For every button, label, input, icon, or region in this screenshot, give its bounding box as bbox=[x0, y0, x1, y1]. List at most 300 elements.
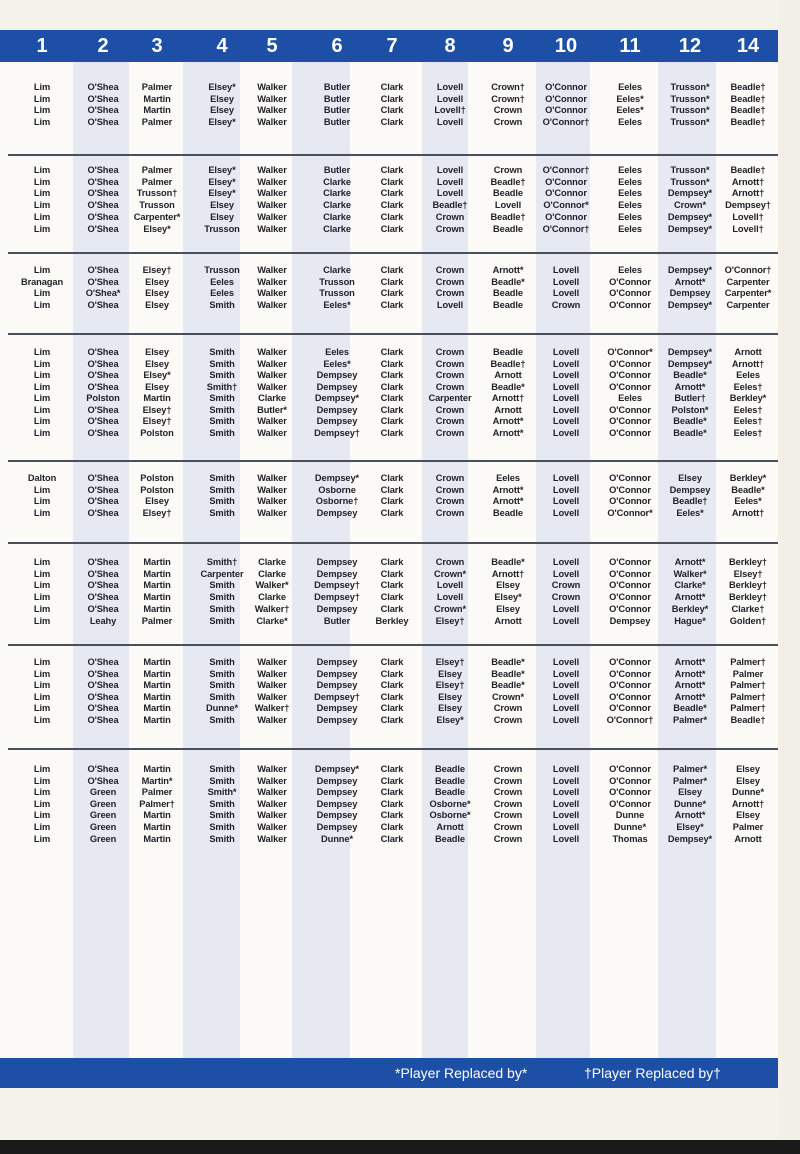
player-cell-col-4: Smith bbox=[209, 615, 235, 626]
player-cell-col-10: O'Connor† bbox=[542, 223, 590, 234]
player-cell-col-10: Crown bbox=[551, 592, 581, 603]
player-cell-col-14: Beadle† bbox=[730, 714, 766, 725]
player-cell-col-11: O'Connor bbox=[609, 276, 651, 287]
player-cell-col-7: Clark bbox=[380, 680, 404, 690]
player-cell-col-11: O'Connor bbox=[609, 691, 651, 702]
player-cell-col-2: O'Shea bbox=[87, 370, 119, 380]
player-cell-col-11: O'Connor bbox=[609, 288, 651, 298]
player-cell-col-6: Dempsey bbox=[316, 416, 358, 426]
player-cell-col-14: Clarke† bbox=[731, 603, 765, 614]
player-cell-col-12: Trusson* bbox=[670, 93, 710, 104]
player-cell-col-12: Elsey bbox=[678, 473, 702, 483]
player-cell-col-10: Lovell bbox=[552, 484, 580, 495]
player-cell-col-1: Lim bbox=[33, 288, 51, 298]
player-cell-col-6: Dempsey† bbox=[314, 592, 360, 603]
player-cell-col-6: Dempsey bbox=[316, 680, 358, 690]
player-cell-col-3: Elsey* bbox=[143, 370, 171, 380]
player-cell-col-4: Smith bbox=[209, 580, 235, 591]
player-cell-col-2: O'Shea bbox=[87, 484, 119, 495]
player-cell-col-10: Lovell bbox=[552, 810, 580, 821]
player-cell-col-8: Crown bbox=[435, 347, 465, 357]
player-cell-col-2: O'Shea bbox=[87, 404, 119, 415]
player-cell-col-14: Beadle† bbox=[730, 165, 766, 175]
player-cell-col-2: Green bbox=[89, 810, 117, 821]
player-cell-col-2: O'Shea bbox=[87, 416, 119, 426]
player-cell-col-4: Trusson bbox=[204, 265, 240, 275]
player-cell-col-1: Lim bbox=[33, 82, 51, 92]
player-cell-col-10: O'Connor bbox=[545, 93, 587, 104]
player-cell-col-7: Clark bbox=[380, 393, 404, 403]
player-cell-col-1: Lim bbox=[33, 404, 51, 415]
player-cell-col-2: O'Shea bbox=[87, 473, 119, 483]
column-header-1: 1 bbox=[36, 35, 48, 57]
player-cell-col-6: Clarke bbox=[323, 223, 351, 234]
player-cell-col-9: Arnott* bbox=[492, 416, 524, 426]
player-cell-col-11: O'Connor bbox=[609, 798, 651, 809]
player-cell-col-1: Lim bbox=[33, 176, 51, 187]
player-cell-col-7: Clark bbox=[380, 93, 404, 104]
player-cell-col-14: Elsey bbox=[736, 764, 760, 774]
player-cell-col-9: Arnott* bbox=[492, 265, 524, 275]
player-cell-col-12: Butler† bbox=[674, 393, 706, 403]
player-cell-col-5: Clarke bbox=[258, 393, 286, 403]
player-cell-col-11: Eeles bbox=[618, 223, 642, 234]
player-cell-col-1: Lim bbox=[33, 764, 51, 774]
player-cell-col-14: Beadle† bbox=[730, 105, 766, 115]
player-cell-col-12: Berkley* bbox=[671, 603, 709, 614]
player-cell-col-2: O'Shea bbox=[87, 188, 119, 199]
player-cell-col-9: Arnott* bbox=[492, 427, 524, 438]
player-cell-col-11: Eeles bbox=[618, 265, 642, 275]
player-cell-col-10: Lovell bbox=[552, 404, 580, 415]
player-cell-col-8: Crown bbox=[435, 223, 465, 234]
player-cell-col-8: Beadle† bbox=[432, 200, 468, 211]
player-cell-col-4: Smith bbox=[209, 691, 235, 702]
column-header-10: 10 bbox=[554, 35, 578, 57]
player-cell-col-10: Lovell bbox=[552, 508, 580, 519]
player-cell-col-5: Walker† bbox=[254, 703, 290, 713]
player-cell-col-8: Crown bbox=[435, 473, 465, 483]
player-cell-col-5: Walker bbox=[257, 288, 287, 298]
player-cell-col-11: O'Connor bbox=[609, 416, 651, 426]
player-cell-col-10: Lovell bbox=[552, 347, 580, 357]
player-cell-col-2: Green bbox=[89, 798, 117, 809]
player-cell-col-5: Walker bbox=[257, 680, 287, 690]
player-cell-col-11: O'Connor bbox=[609, 473, 651, 483]
player-cell-col-1: Lim bbox=[33, 691, 51, 702]
player-cell-col-7: Clark bbox=[380, 657, 404, 667]
player-cell-col-3: Martin bbox=[143, 833, 171, 844]
player-cell-col-1: Lim bbox=[33, 810, 51, 821]
player-cell-col-4: Smith bbox=[209, 508, 235, 519]
player-cell-col-11: Dempsey bbox=[609, 615, 651, 626]
player-cell-col-12: Arnott* bbox=[674, 592, 706, 603]
player-cell-col-11: O'Connor bbox=[609, 484, 651, 495]
player-cell-col-11: Dunne bbox=[615, 810, 645, 821]
player-cell-col-2: O'Shea bbox=[87, 299, 119, 310]
player-cell-col-8: Elsey bbox=[438, 703, 462, 713]
player-cell-col-14: Dempsey† bbox=[725, 200, 771, 211]
player-cell-col-9: Crown bbox=[493, 165, 523, 175]
player-cell-col-2: O'Shea bbox=[87, 508, 119, 519]
player-cell-col-10: O'Connor* bbox=[543, 200, 589, 211]
player-cell-col-10: Lovell bbox=[552, 691, 580, 702]
player-cell-col-8: Crown bbox=[435, 404, 465, 415]
player-cell-col-3: Martin bbox=[143, 657, 171, 667]
player-cell-col-1: Lim bbox=[33, 714, 51, 725]
player-cell-col-4: Smith bbox=[209, 496, 235, 507]
player-cell-col-6: Dempsey bbox=[316, 810, 358, 821]
player-cell-col-5: Walker bbox=[257, 691, 287, 702]
player-cell-col-10: Lovell bbox=[552, 381, 580, 392]
player-cell-col-5: Walker bbox=[257, 223, 287, 234]
player-cell-col-7: Clark bbox=[380, 568, 404, 579]
player-cell-col-8: Crown bbox=[435, 211, 465, 222]
player-cell-col-8: Crown* bbox=[434, 568, 466, 579]
player-cell-col-14: Eeles† bbox=[733, 404, 763, 415]
player-cell-col-10: Crown bbox=[551, 299, 581, 310]
player-cell-col-6: Clarke bbox=[323, 265, 351, 275]
player-cell-col-7: Clark bbox=[380, 787, 404, 798]
player-cell-col-14: Elsey bbox=[736, 810, 760, 821]
player-cell-col-6: Dempsey bbox=[316, 370, 358, 380]
player-cell-col-7: Clark bbox=[380, 714, 404, 725]
player-cell-col-14: Arnott bbox=[734, 833, 762, 844]
player-cell-col-6: Dempsey bbox=[316, 603, 358, 614]
player-cell-col-3: Martin bbox=[143, 691, 171, 702]
player-cell-col-9: Elsey* bbox=[494, 592, 522, 603]
player-cell-col-3: Martin bbox=[143, 105, 171, 115]
player-cell-col-4: Eeles bbox=[210, 276, 234, 287]
player-cell-col-6: Dempsey* bbox=[314, 764, 360, 774]
player-cell-col-4: Elsey bbox=[210, 93, 234, 104]
player-cell-col-10: Crown bbox=[551, 580, 581, 591]
player-cell-col-10: O'Connor bbox=[545, 82, 587, 92]
player-cell-col-6: Butler bbox=[323, 116, 351, 127]
player-cell-col-12: Trusson* bbox=[670, 165, 710, 175]
player-cell-col-6: Butler bbox=[323, 82, 351, 92]
player-cell-col-3: Martin bbox=[143, 764, 171, 774]
player-cell-col-5: Walker bbox=[257, 116, 287, 127]
section-divider bbox=[8, 460, 778, 462]
player-cell-col-1: Lim bbox=[33, 603, 51, 614]
player-cell-col-10: Lovell bbox=[552, 568, 580, 579]
player-cell-col-8: Crown bbox=[435, 496, 465, 507]
player-cell-col-12: Dempsey* bbox=[667, 211, 713, 222]
player-cell-col-11: Eeles bbox=[618, 176, 642, 187]
player-cell-col-8: Crown bbox=[435, 416, 465, 426]
player-cell-col-1: Lim bbox=[33, 822, 51, 832]
player-cell-col-7: Clark bbox=[380, 404, 404, 415]
player-cell-col-12: Beadle* bbox=[673, 370, 707, 380]
player-cell-col-7: Clark bbox=[380, 580, 404, 591]
player-cell-col-9: Crown† bbox=[491, 82, 525, 92]
player-cell-col-12: Polston* bbox=[671, 404, 709, 415]
player-cell-col-4: Trusson bbox=[204, 223, 240, 234]
player-cell-col-9: Beadle bbox=[493, 188, 523, 199]
player-cell-col-10: Lovell bbox=[552, 276, 580, 287]
player-cell-col-8: Lovell bbox=[436, 82, 464, 92]
player-cell-col-12: Arnott* bbox=[674, 657, 706, 667]
player-cell-col-12: Trusson* bbox=[670, 116, 710, 127]
legend-replaced-by-star: *Player Replaced by* bbox=[395, 1065, 528, 1081]
player-cell-col-7: Clark bbox=[380, 691, 404, 702]
player-cell-col-14: Carpenter bbox=[726, 299, 770, 310]
page-margin bbox=[778, 0, 800, 1154]
player-cell-col-3: Martin bbox=[143, 393, 171, 403]
player-cell-col-3: Elsey bbox=[145, 347, 169, 357]
player-cell-col-6: Dempsey† bbox=[314, 691, 360, 702]
player-cell-col-3: Elsey† bbox=[142, 508, 172, 519]
player-cell-col-5: Walker bbox=[257, 176, 287, 187]
player-cell-col-5: Walker bbox=[257, 265, 287, 275]
player-cell-col-9: Crown* bbox=[492, 691, 524, 702]
legend-bar bbox=[0, 1058, 778, 1088]
player-cell-col-5: Walker bbox=[257, 358, 287, 369]
player-cell-col-9: Crown bbox=[493, 822, 523, 832]
player-cell-col-5: Clarke bbox=[258, 557, 286, 567]
player-cell-col-8: Lovell bbox=[436, 93, 464, 104]
player-cell-col-10: O'Connor bbox=[545, 188, 587, 199]
player-cell-col-2: O'Shea bbox=[87, 714, 119, 725]
player-cell-col-9: Crown bbox=[493, 798, 523, 809]
player-cell-col-8: Crown bbox=[435, 508, 465, 519]
player-cell-col-14: Arnott† bbox=[731, 188, 765, 199]
player-cell-col-3: Polston bbox=[140, 427, 174, 438]
player-cell-col-7: Clark bbox=[380, 265, 404, 275]
player-cell-col-5: Clarke bbox=[258, 592, 286, 603]
player-cell-col-12: Hague* bbox=[674, 615, 706, 626]
player-cell-col-11: Dunne* bbox=[614, 822, 646, 832]
player-cell-col-2: O'Shea bbox=[87, 116, 119, 127]
player-cell-col-11: O'Connor bbox=[609, 427, 651, 438]
player-cell-col-9: Beadle* bbox=[491, 680, 525, 690]
player-cell-col-2: O'Shea bbox=[87, 691, 119, 702]
player-cell-col-12: Dempsey* bbox=[667, 265, 713, 275]
player-cell-col-2: O'Shea bbox=[87, 265, 119, 275]
player-cell-col-3: Elsey† bbox=[142, 416, 172, 426]
player-cell-col-4: Carpenter bbox=[200, 568, 244, 579]
player-cell-col-1: Dalton bbox=[27, 473, 57, 483]
player-cell-col-1: Lim bbox=[33, 165, 51, 175]
player-cell-col-10: Lovell bbox=[552, 703, 580, 713]
player-cell-col-9: Arnott* bbox=[492, 484, 524, 495]
player-cell-col-3: Martin* bbox=[141, 775, 173, 786]
player-cell-col-4: Elsey bbox=[210, 105, 234, 115]
player-cell-col-6: Trusson bbox=[319, 276, 355, 287]
player-cell-col-14: Berkley* bbox=[729, 393, 767, 403]
player-cell-col-1: Lim bbox=[33, 496, 51, 507]
player-cell-col-7: Clark bbox=[380, 833, 404, 844]
player-cell-col-7: Clark bbox=[380, 299, 404, 310]
player-cell-col-8: Lovell bbox=[436, 188, 464, 199]
player-cell-col-2: O'Shea bbox=[87, 580, 119, 591]
player-cell-col-7: Clark bbox=[380, 427, 404, 438]
section-divider bbox=[8, 333, 778, 335]
player-cell-col-7: Berkley bbox=[375, 615, 409, 626]
player-cell-col-3: Polston bbox=[140, 473, 174, 483]
player-cell-col-4: Elsey* bbox=[208, 116, 236, 127]
player-cell-col-8: Beadle bbox=[435, 775, 465, 786]
player-cell-col-9: Beadle bbox=[493, 223, 523, 234]
player-cell-col-12: Arnott* bbox=[674, 691, 706, 702]
player-cell-col-2: Leahy bbox=[89, 615, 117, 626]
player-cell-col-6: Clarke bbox=[323, 176, 351, 187]
player-cell-col-14: O'Connor† bbox=[724, 265, 772, 275]
player-cell-col-3: Martin bbox=[143, 557, 171, 567]
player-cell-col-4: Smith† bbox=[206, 381, 238, 392]
player-cell-col-9: Arnott bbox=[494, 370, 522, 380]
player-cell-col-7: Clark bbox=[380, 416, 404, 426]
player-cell-col-9: Crown bbox=[493, 105, 523, 115]
player-cell-col-8: Crown* bbox=[434, 603, 466, 614]
player-cell-col-6: Dempsey* bbox=[314, 473, 360, 483]
player-cell-col-5: Walker bbox=[257, 657, 287, 667]
player-cell-col-12: Dempsey* bbox=[667, 833, 713, 844]
player-cell-col-14: Palmer bbox=[732, 822, 764, 832]
player-cell-col-7: Clark bbox=[380, 200, 404, 211]
player-cell-col-12: Dempsey* bbox=[667, 347, 713, 357]
player-cell-col-10: Lovell bbox=[552, 714, 580, 725]
player-cell-col-8: Elsey bbox=[438, 668, 462, 679]
player-cell-col-2: O'Shea bbox=[87, 347, 119, 357]
player-cell-col-1: Lim bbox=[33, 105, 51, 115]
player-cell-col-2: O'Shea bbox=[87, 200, 119, 211]
player-cell-col-4: Smith bbox=[209, 358, 235, 369]
player-cell-col-2: O'Shea bbox=[87, 223, 119, 234]
line-ups-table bbox=[0, 62, 778, 1058]
player-cell-col-12: Arnott* bbox=[674, 668, 706, 679]
player-cell-col-5: Walker bbox=[257, 276, 287, 287]
player-cell-col-3: Elsey† bbox=[142, 265, 172, 275]
player-cell-col-4: Elsey bbox=[210, 211, 234, 222]
player-cell-col-5: Walker bbox=[257, 473, 287, 483]
player-cell-col-12: Clarke* bbox=[674, 580, 706, 591]
player-cell-col-6: Butler bbox=[323, 105, 351, 115]
player-cell-col-9: Beadle† bbox=[490, 211, 526, 222]
player-cell-col-10: Lovell bbox=[552, 370, 580, 380]
player-cell-col-11: Eeles bbox=[618, 188, 642, 199]
player-cell-col-8: Elsey† bbox=[435, 615, 465, 626]
player-cell-col-5: Clarke bbox=[258, 568, 286, 579]
column-header-2: 2 bbox=[97, 35, 109, 57]
player-cell-col-7: Clark bbox=[380, 703, 404, 713]
player-cell-col-5: Walker bbox=[257, 714, 287, 725]
player-cell-col-1: Lim bbox=[33, 223, 51, 234]
player-cell-col-11: O'Connor bbox=[609, 668, 651, 679]
column-header-8: 8 bbox=[444, 35, 456, 57]
player-cell-col-8: Osborne* bbox=[429, 810, 471, 821]
player-cell-col-3: Elsey bbox=[145, 288, 169, 298]
player-cell-col-2: O'Shea* bbox=[85, 288, 121, 298]
section-divider bbox=[8, 154, 778, 156]
player-cell-col-2: Green bbox=[89, 833, 117, 844]
player-cell-col-8: Lovell bbox=[436, 592, 464, 603]
player-cell-col-4: Smith* bbox=[207, 787, 237, 798]
player-cell-col-4: Smith bbox=[209, 347, 235, 357]
player-cell-col-10: Lovell bbox=[552, 473, 580, 483]
player-cell-col-14: Berkley† bbox=[729, 592, 767, 603]
player-cell-col-14: Eeles† bbox=[733, 381, 763, 392]
player-cell-col-11: Eeles* bbox=[616, 105, 644, 115]
player-cell-col-14: Eeles† bbox=[733, 427, 763, 438]
player-cell-col-1: Lim bbox=[33, 484, 51, 495]
player-cell-col-4: Smith bbox=[209, 668, 235, 679]
player-cell-col-6: Eeles* bbox=[323, 358, 351, 369]
player-cell-col-7: Clark bbox=[380, 668, 404, 679]
player-cell-col-12: Beadle* bbox=[673, 703, 707, 713]
section-divider bbox=[8, 644, 778, 646]
player-cell-col-8: Elsey* bbox=[436, 714, 464, 725]
player-cell-col-1: Lim bbox=[33, 775, 51, 786]
player-cell-col-3: Trusson† bbox=[136, 188, 178, 199]
player-cell-col-9: Beadle* bbox=[491, 668, 525, 679]
player-cell-col-3: Martin bbox=[143, 703, 171, 713]
player-cell-col-11: O'Connor bbox=[609, 381, 651, 392]
player-cell-col-3: Martin bbox=[143, 668, 171, 679]
player-cell-col-10: Lovell bbox=[552, 427, 580, 438]
player-cell-col-11: Eeles bbox=[618, 211, 642, 222]
player-cell-col-8: Elsey† bbox=[435, 680, 465, 690]
player-cell-col-4: Smith bbox=[209, 657, 235, 667]
player-cell-col-14: Eeles* bbox=[734, 496, 762, 507]
player-cell-col-7: Clark bbox=[380, 82, 404, 92]
player-cell-col-7: Clark bbox=[380, 508, 404, 519]
player-cell-col-8: Crown bbox=[435, 370, 465, 380]
player-cell-col-12: Walker* bbox=[673, 568, 707, 579]
player-cell-col-9: Crown bbox=[493, 116, 523, 127]
player-cell-col-10: Lovell bbox=[552, 358, 580, 369]
player-cell-col-2: O'Shea bbox=[87, 764, 119, 774]
player-cell-col-3: Palmer† bbox=[139, 798, 175, 809]
player-cell-col-3: Palmer bbox=[141, 615, 173, 626]
player-cell-col-12: Arnott* bbox=[674, 381, 706, 392]
player-cell-col-11: O'Connor bbox=[609, 580, 651, 591]
player-cell-col-12: Dempsey bbox=[669, 288, 711, 298]
player-cell-col-5: Walker* bbox=[255, 580, 289, 591]
player-cell-col-7: Clark bbox=[380, 764, 404, 774]
player-cell-col-9: Arnott bbox=[494, 615, 522, 626]
player-cell-col-10: O'Connor bbox=[545, 105, 587, 115]
player-cell-col-6: Dempsey bbox=[316, 508, 358, 519]
player-cell-col-4: Smith bbox=[209, 714, 235, 725]
player-cell-col-4: Elsey* bbox=[208, 82, 236, 92]
player-cell-col-12: Beadle* bbox=[673, 416, 707, 426]
column-header-4: 4 bbox=[216, 35, 228, 57]
player-cell-col-6: Clarke bbox=[323, 188, 351, 199]
player-cell-col-3: Elsey† bbox=[142, 404, 172, 415]
player-cell-col-2: Green bbox=[89, 787, 117, 798]
player-cell-col-9: Crown bbox=[493, 714, 523, 725]
player-cell-col-1: Lim bbox=[33, 580, 51, 591]
player-cell-col-4: Smith bbox=[209, 775, 235, 786]
player-cell-col-9: Arnott* bbox=[492, 496, 524, 507]
player-cell-col-2: O'Shea bbox=[87, 381, 119, 392]
player-cell-col-14: Palmer† bbox=[730, 703, 766, 713]
player-cell-col-8: Elsey bbox=[438, 691, 462, 702]
player-cell-col-11: Eeles bbox=[618, 393, 642, 403]
player-cell-col-3: Trusson bbox=[139, 200, 175, 211]
player-cell-col-12: Arnott* bbox=[674, 680, 706, 690]
player-cell-col-10: Lovell bbox=[552, 764, 580, 774]
player-cell-col-3: Martin bbox=[143, 592, 171, 603]
player-cell-col-9: Crown† bbox=[491, 93, 525, 104]
player-cell-col-3: Martin bbox=[143, 568, 171, 579]
player-cell-col-2: O'Shea bbox=[87, 176, 119, 187]
player-cell-col-9: Crown bbox=[493, 703, 523, 713]
player-cell-col-8: Beadle bbox=[435, 787, 465, 798]
player-cell-col-5: Walker bbox=[257, 200, 287, 211]
